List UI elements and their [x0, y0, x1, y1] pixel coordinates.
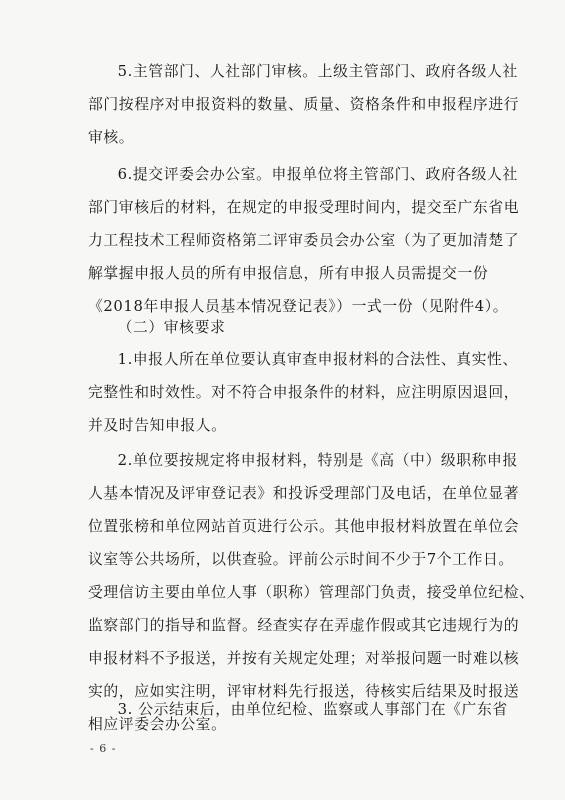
- paragraph-review-1: [88, 343, 520, 442]
- section-heading-review-requirements: [88, 311, 488, 344]
- page-number: - 6 -: [90, 742, 117, 755]
- text-line: 监察部门的指导和监督。经查实存在弄虚作假或其它违规行为的: [88, 617, 520, 634]
- text-line: 2.单位要按规定将申报材料，特别是《高（中）级职称申报: [117, 452, 518, 469]
- text-line: 1.申报人所在单位要认真审查申报材料的合法性、真实性、: [117, 351, 518, 368]
- text-line: 部门按程序对申报资料的数量、质量、资格条件和申报程序进行: [88, 96, 520, 113]
- text-line: 《2018年申报人员基本情况登记表》）一式一份（见附件4）。: [88, 298, 509, 315]
- text-line: 受理信访主要由单位人事（职称）管理部门负责，接受单位纪检、: [88, 584, 535, 601]
- text-line: 审核。: [88, 129, 135, 146]
- text-line: 相应评委会办公室。: [88, 716, 227, 733]
- text-line: 位置张榜和单位网站首页进行公示。其他申报材料放置在单位会: [88, 518, 520, 535]
- text-line: 5.主管部门、人社部门审核。上级主管部门、政府各级人社: [117, 63, 518, 80]
- heading-text: （二）审核要求: [117, 319, 226, 336]
- text-line: 解掌握申报人员的所有申报信息，所有申报人员需提交一份: [88, 265, 489, 282]
- text-line: 议室等公共场所，以供查验。评前公示时间不少于7个工作日。: [88, 551, 514, 568]
- text-line: 完整性和时效性。对不符合申报条件的材料，应注明原因退回，: [88, 384, 520, 401]
- text-line: 6.提交评委会办公室。申报单位将主管部门、政府各级人社: [117, 166, 518, 183]
- text-line: 部门审核后的材料，在规定的申报受理时间内，提交至广东省电: [88, 199, 520, 216]
- text-line: 3. 公示结束后，由单位纪检、监察或人事部门在《广东省: [117, 701, 508, 718]
- paragraph-review-3: [88, 693, 508, 726]
- text-line: 人基本情况及评审登记表》和投诉受理部门及电话，在单位显著: [88, 485, 520, 502]
- text-line: 申报材料不予报送，并按有关规定处理；对举报问题一时难以核: [88, 650, 520, 667]
- text-line: 力工程技术工程师资格第二评审委员会办公室（为了更加清楚了: [88, 232, 520, 249]
- text-line: 实的，应如实注明，评审材料先行报送，待核实后结果及时报送: [88, 683, 520, 700]
- text-line: 并及时告知申报人。: [88, 417, 227, 434]
- paragraph-6: [88, 158, 520, 323]
- paragraph-5: [88, 55, 520, 154]
